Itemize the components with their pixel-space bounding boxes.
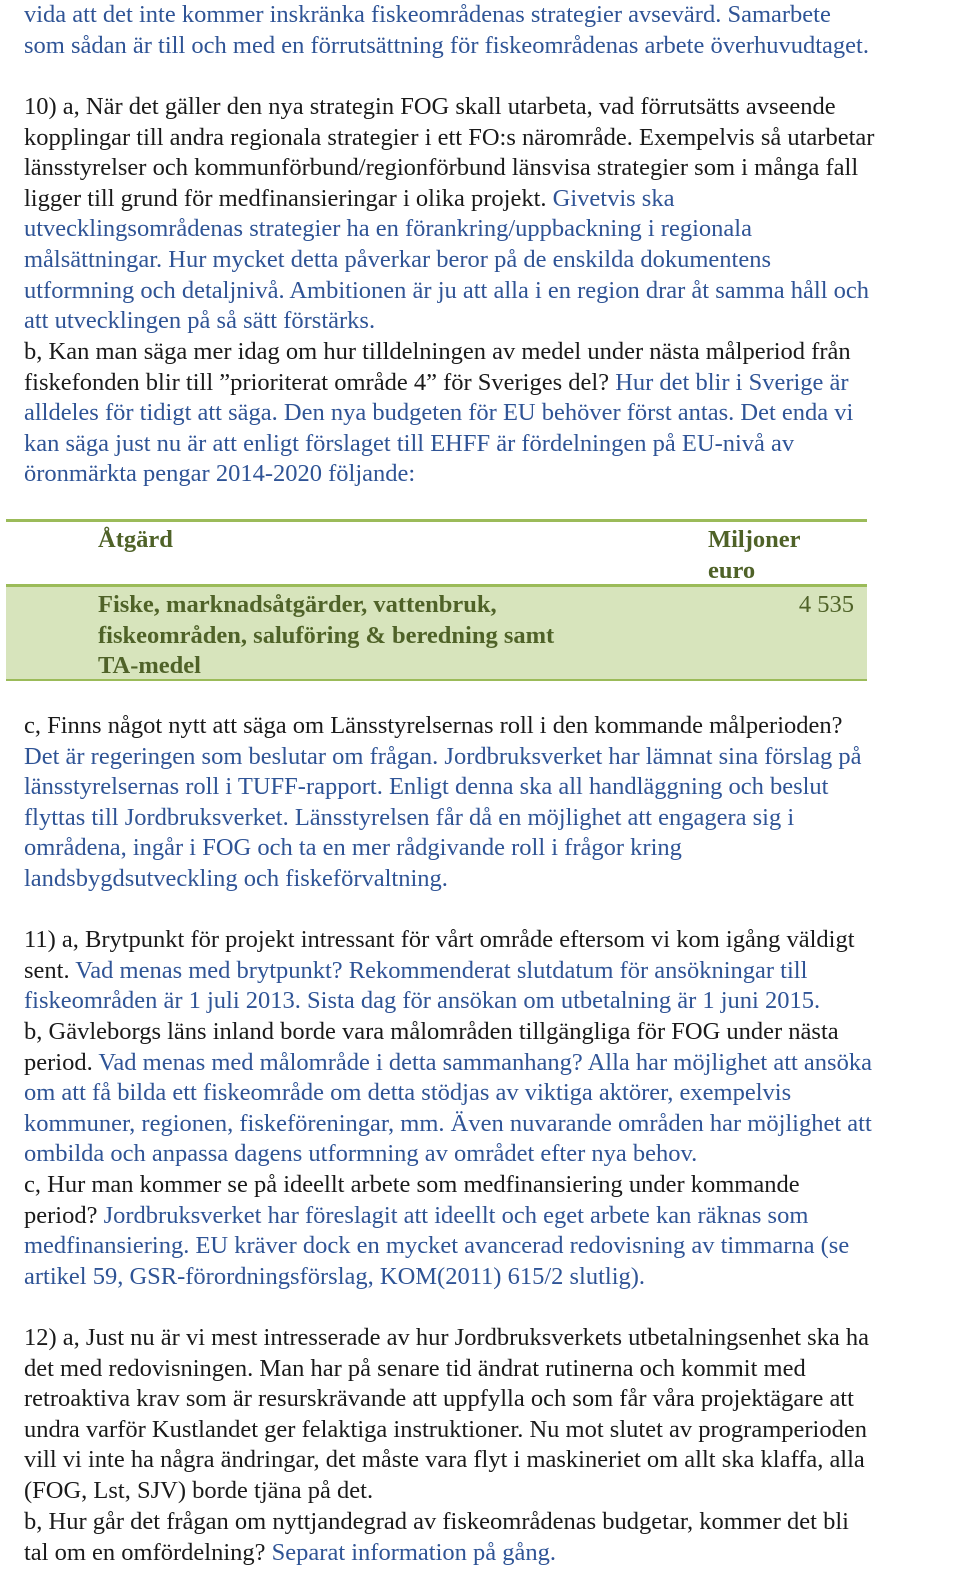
mixed-line — [24, 1538, 952, 1569]
question-line: b, Hur går det frågan om nyttjandegrad av fiskeområdenas budgetar, kommer det bli — [24, 1508, 849, 1535]
section-11c — [24, 1170, 952, 1292]
row-value: 4 535 — [798, 591, 854, 618]
question-line: länsstyrelser och kommunförbund/regionförbund länsvisa strategier som i många fall — [24, 154, 859, 182]
row-label-line: Fiske, marknadsåtgärder, vattenbruk, — [98, 591, 497, 618]
section-11b — [24, 1017, 952, 1170]
question-line: vill vi inte ha några ändringar, det måste vara flyt i maskineriet om allt ska klaffa, alla — [24, 1446, 865, 1474]
question-line: undra varför Kustlandet ger felaktiga instruktioner. Nu mot slutet av programperioden — [24, 1415, 867, 1443]
answer-text: Vad menas med målområde i detta sammanhang? Alla har möjlighet att ansöka — [98, 1048, 872, 1076]
answer-line: utformning och detaljnivå. Ambitionen är ju att alla i en region drar åt samma håll och — [24, 276, 869, 304]
question-text: period. — [24, 1048, 99, 1076]
question-line: retroaktiva krav som är resurskrävande att uppfylla och som får våra projektägare att — [24, 1385, 854, 1413]
section-12b — [24, 1507, 952, 1568]
question-text: period? — [24, 1201, 104, 1229]
answer-text: Jordbruksverket har föreslagit att ideellt och eget arbete kan räknas som — [103, 1201, 809, 1229]
question-text: sent. — [24, 956, 76, 984]
answer-text: Givetvis ska — [552, 184, 675, 212]
answer-line: ombilda och anpassa dagens utformning av området efter nya behov. — [24, 1140, 698, 1168]
answer-line: artikel 59, GSR-förordningsförslag, KOM(2011) 615/2 slutlig). — [24, 1262, 646, 1290]
answer-line: Det är regeringen som beslutar om frågan. Jordbruksverket har lämnat sina förslag på — [24, 742, 862, 770]
mixed-line — [24, 1201, 952, 1232]
section-11a — [24, 925, 952, 1017]
col-header-line: euro — [708, 556, 756, 584]
section-10b — [24, 337, 952, 490]
answer-line: kan säga just nu är att enligt förslaget till EHFF är fördelningen på EU-nivå av — [24, 429, 795, 457]
col-header-miljoner — [708, 525, 801, 586]
budget-table — [6, 519, 867, 681]
col-header-atgard: Åtgärd — [98, 526, 173, 553]
question-line: 12) a, Just nu är vi mest intresserade av hur Jordbruksverkets utbetalningsenhet ska ha — [24, 1324, 870, 1351]
mixed-line — [24, 184, 952, 215]
answer-text: Hur det blir i Sverige är — [615, 368, 849, 396]
question-line: det med redovisningen. Man har på senare tid ändrat rutinerna och kommit med — [24, 1354, 806, 1382]
section-10c — [24, 711, 952, 895]
text-line: som sådan är till och med en förrutsättning för fiskeområdenas arbete överhuvudtaget. — [24, 31, 869, 59]
answer-line: alldeles för tidigt att säga. Den nya budgeten för EU behöver först antas. Det enda vi — [24, 399, 854, 427]
mixed-line — [24, 368, 952, 399]
answer-line: målsättningar. Hur mycket detta påverkar beror på de enskilda dokumentens — [24, 245, 771, 273]
question-line: c, Finns något nytt att säga om Länsstyrelsernas roll i den kommande målperioden? — [24, 712, 843, 739]
table-row — [6, 587, 867, 681]
answer-line: områdena, ingår i FOG och ta en mer rådgivande roll i frågor kring — [24, 834, 682, 862]
intro-answer — [24, 0, 952, 61]
answer-text: Separat information på gång. — [271, 1538, 557, 1566]
question-line: b, Gävleborgs läns inland borde vara målområden tillgängliga för FOG under nästa — [24, 1018, 839, 1045]
question-text: tal om en omfördelning? — [24, 1538, 272, 1566]
row-label — [98, 590, 554, 682]
question-line: 11) a, Brytpunkt för projekt intressant för vårt område eftersom vi kom igång väldigt — [24, 926, 855, 953]
table-header-row — [6, 519, 867, 587]
answer-line: om att få bilda ett fiskeområde om detta stödjas av viktiga aktörer, exempelvis — [24, 1079, 792, 1107]
text-line: vida att det inte kommer inskränka fiskeområdenas strategier avsevärd. Samarbete — [24, 1, 831, 28]
answer-line: att utvecklingen på så sätt förstärks. — [24, 307, 376, 335]
answer-line: fiskeområden är 1 juli 2013. Sista dag för ansökan om utbetalning är 1 juni 2015. — [24, 987, 821, 1015]
answer-line: medfinansiering. EU kräver dock en mycket avancerad redovisning av timmarna (se — [24, 1232, 850, 1260]
section-10a — [24, 92, 952, 337]
col-header-line: Miljoner — [708, 526, 801, 553]
question-line: c, Hur man kommer se på ideellt arbete som medfinansiering under kommande — [24, 1171, 800, 1198]
answer-line: kommuner, regionen, fiskeföreningar, mm. Även nuvarande områden har möjlighet att — [24, 1109, 872, 1137]
section-12a — [24, 1323, 952, 1507]
row-label-line: fiskeområden, saluföring & beredning samt — [98, 621, 555, 649]
mixed-line — [24, 956, 952, 987]
answer-line: öronmärkta pengar 2014-2020 följande: — [24, 460, 416, 488]
answer-text: Vad menas med brytpunkt? Rekommenderat slutdatum för ansökningar till — [75, 956, 808, 984]
question-line: kopplingar till andra regionala strategier i ett FO:s närområde. Exempelvis så utarbetar — [24, 123, 875, 151]
answer-line: landsbygdsutveckling och fiskeförvaltning. — [24, 864, 448, 892]
row-label-line: TA-medel — [98, 652, 201, 680]
answer-line: flyttas till Jordbruksverket. Länsstyrelsen får då en möjlighet att engagera sig i — [24, 803, 795, 831]
question-line: 10) a, När det gäller den nya strategin FOG skall utarbeta, vad förrutsätts avseende — [24, 93, 836, 120]
question-line: b, Kan man säga mer idag om hur tilldelningen av medel under nästa målperiod från — [24, 338, 851, 365]
question-line: (FOG, Lst, SJV) borde tjäna på det. — [24, 1476, 374, 1504]
answer-line: länsstyrelsernas roll i TUFF-rapport. Enligt denna ska all handläggning och beslut — [24, 773, 829, 801]
question-text: fiskefonden blir till ”prioriterat område 4” för Sveriges del? — [24, 368, 616, 396]
mixed-line — [24, 1048, 952, 1079]
answer-line: utvecklingsområdenas strategier ha en förankring/uppbackning i regionala — [24, 215, 752, 243]
question-text: ligger till grund för medfinansieringar i olika projekt. — [24, 184, 553, 212]
